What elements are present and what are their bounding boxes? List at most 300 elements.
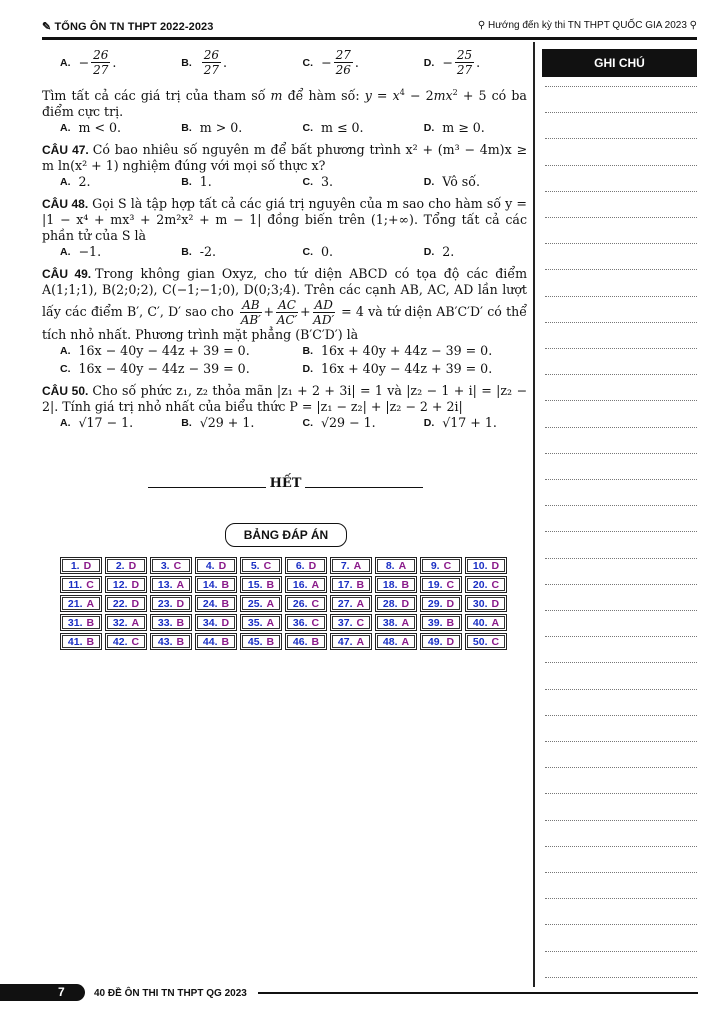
answer-cell — [240, 557, 282, 574]
question-48 — [42, 196, 527, 244]
option — [406, 244, 527, 260]
answer-cell — [240, 633, 282, 650]
answer-letter: A — [398, 559, 407, 572]
answer-number: 38. — [382, 616, 398, 629]
answer-cell — [375, 557, 417, 574]
q49-options-1 — [42, 343, 527, 359]
answer-number: 6. — [295, 559, 305, 572]
option-label: C. — [302, 246, 313, 259]
answer-cell — [105, 614, 147, 631]
option-text: √17 − 1. — [78, 415, 134, 431]
page-footer — [0, 984, 725, 1002]
sign: − — [321, 54, 332, 70]
answer-letter: A — [401, 616, 410, 629]
answer-cell — [330, 633, 372, 650]
answer-number: 5. — [250, 559, 260, 572]
note-line — [545, 138, 697, 139]
option — [285, 343, 528, 359]
note-line — [545, 898, 697, 899]
option-label: C. — [302, 122, 313, 135]
answer-cell — [465, 557, 507, 574]
answer-letter: C — [443, 559, 452, 572]
option-label: B. — [181, 417, 192, 430]
footer-title: 40 ĐỀ ÔN THI TN THPT QG 2023 — [94, 988, 247, 999]
answer-letter: B — [401, 578, 410, 591]
answer-number: 41. — [67, 635, 83, 648]
answer-letter: D — [218, 559, 227, 572]
answer-letter: D — [401, 597, 410, 610]
answer-number: 36. — [292, 616, 308, 629]
option — [42, 415, 163, 431]
answer-number: 11. — [68, 578, 83, 591]
answer-number: 20. — [472, 578, 488, 591]
option-label: D. — [423, 56, 435, 69]
answer-letter: A — [401, 635, 410, 648]
answer-number: 37. — [337, 616, 353, 629]
answer-number: 35. — [247, 616, 263, 629]
answer-letter: A — [491, 616, 500, 629]
answer-cell — [420, 557, 462, 574]
answer-cell — [420, 576, 462, 593]
option — [163, 244, 284, 260]
answer-table — [60, 557, 507, 650]
answer-number: 47. — [337, 635, 353, 648]
answer-letter: D — [491, 597, 500, 610]
answer-cell — [330, 595, 372, 612]
note-line — [545, 243, 697, 244]
denominator: AB′ — [240, 313, 261, 328]
note-line — [545, 191, 697, 192]
answer-cell — [375, 633, 417, 650]
answer-letter: B — [356, 578, 365, 591]
answer-cell — [240, 576, 282, 593]
q46-text-3: có ba điểm cực trị. — [42, 88, 527, 120]
question-49: CÂU 49. Trong không gian Oxyz, cho tứ diện ABCD có tọa độ các điểm A(1;1;1), B(2;0;2), C(−1;−1;0), D(0;3;4). Trên các cạnh AB, AC, AD lần lượt lấy các điểm B′, C′, D′ sao cho $\frac{AB}{AB'}$ + $\frac{AC}{AC'}$ + $\frac{AD}{AD'}$ = 4 và tứ diện AB′C′D′ có thể tích nhỏ nhất. Phương trình mặt phẳng (B′C′D′) là — [42, 266, 528, 343]
answer-cell — [285, 614, 327, 631]
answer-number: 22. — [112, 597, 128, 610]
numerator: 27 — [335, 48, 351, 62]
answer-letter: D — [446, 597, 455, 610]
answer-cell — [195, 557, 237, 574]
answer-number: 32. — [112, 616, 128, 629]
answer-letter: B — [266, 635, 275, 648]
answer-cell — [240, 614, 282, 631]
option-label: A. — [60, 246, 71, 259]
sign: − — [78, 54, 90, 70]
option — [285, 361, 528, 377]
answer-number: 30. — [472, 597, 488, 610]
option-label: C. — [302, 417, 313, 430]
option-label: C. — [302, 176, 313, 189]
answer-number: 8. — [385, 559, 395, 572]
answer-number: 45. — [247, 635, 263, 648]
option-text: Vô số. — [442, 174, 480, 190]
answer-letter: A — [86, 597, 95, 610]
answer-number: 33. — [157, 616, 173, 629]
option-text: −1. — [78, 244, 102, 260]
option-text: 2. — [78, 174, 91, 190]
option-text: √29 + 1. — [199, 415, 255, 431]
page-number-box — [0, 984, 85, 1001]
option-label: D. — [423, 246, 435, 259]
numerator: 25 — [456, 48, 473, 62]
answer-number: 19. — [427, 578, 443, 591]
option-label: C. — [302, 56, 313, 69]
option-label: B. — [302, 345, 313, 358]
answer-number: 9. — [430, 559, 440, 572]
note-line — [545, 793, 697, 794]
answer-letter: A — [131, 616, 140, 629]
header-left-text: TỔNG ÔN TN THPT 2022-2023 — [54, 21, 214, 33]
note-line — [545, 112, 697, 113]
answer-letter: C — [446, 578, 455, 591]
answer-cell — [420, 595, 462, 612]
note-line — [545, 479, 697, 480]
answer-letter: A — [176, 578, 185, 591]
q46-options — [42, 120, 527, 136]
answer-letter: B — [221, 597, 230, 610]
answer-number: 48. — [382, 635, 398, 648]
answer-cell — [195, 614, 237, 631]
answer-cell — [330, 557, 372, 574]
answer-letter: B — [266, 578, 275, 591]
answer-number: 10. — [472, 559, 488, 572]
question-number: CÂU 48. — [42, 197, 89, 212]
answer-number: 4. — [205, 559, 215, 572]
option — [285, 120, 406, 136]
column-divider — [533, 42, 535, 987]
answer-letter: B — [176, 616, 185, 629]
note-line — [545, 846, 697, 847]
page-header — [42, 17, 697, 40]
answer-cell — [150, 614, 192, 631]
option — [42, 361, 285, 377]
answer-cell — [195, 595, 237, 612]
option — [163, 120, 284, 136]
numerator: AD — [314, 298, 333, 313]
option-label: B. — [181, 246, 192, 259]
option-label: A. — [60, 56, 71, 69]
note-line — [545, 427, 697, 428]
numerator: 26 — [93, 48, 109, 62]
numerator: AC — [278, 298, 296, 313]
option-label: A. — [60, 176, 71, 189]
answer-number: 39. — [427, 616, 443, 629]
questions-column — [42, 44, 527, 433]
option-label: B. — [181, 56, 192, 69]
question-50 — [42, 383, 527, 415]
answer-cell — [420, 614, 462, 631]
numerator: 26 — [203, 48, 220, 62]
option — [285, 174, 406, 190]
q46-text-2: để hàm số: — [287, 88, 360, 104]
question-text: Cho số phức z₁, z₂ thỏa mãn |z₁ + 2 + 3i| = 1 và |z₂ − 1 + i| = |z₂ − 2|. Tính giá trị nhỏ nhất của biểu thức P = |z₁ − z₂| + |z₂ − 2 + 2i| — [42, 383, 527, 415]
answer-letter: A — [266, 597, 275, 610]
answer-cell — [195, 576, 237, 593]
answer-letter: D — [131, 578, 140, 591]
answer-number: 16. — [292, 578, 308, 591]
note-line — [545, 951, 697, 952]
answer-letter: D — [221, 616, 230, 629]
answer-number: 44. — [202, 635, 218, 648]
q47-options — [42, 174, 527, 190]
q50-options — [42, 415, 527, 431]
option — [285, 244, 406, 260]
option-label: D. — [423, 176, 435, 189]
option — [285, 415, 406, 431]
answer-letter: D — [83, 559, 92, 572]
denominator: 26 — [335, 63, 351, 77]
answer-number: 42. — [112, 635, 128, 648]
note-line — [545, 348, 697, 349]
option — [163, 174, 284, 190]
fraction — [240, 298, 261, 327]
option-label: D. — [423, 417, 435, 430]
answer-cell — [150, 633, 192, 650]
answer-cell — [465, 576, 507, 593]
option-text: -2. — [199, 244, 217, 260]
numerator: AB — [242, 298, 260, 313]
answer-letter: C — [311, 616, 320, 629]
answer-number: 13. — [157, 578, 173, 591]
option-label: B. — [181, 122, 192, 135]
note-line — [545, 86, 697, 87]
option-text: 1. — [199, 174, 212, 190]
note-line — [545, 400, 697, 401]
answer-number: 43. — [157, 635, 173, 648]
answer-cell — [105, 576, 147, 593]
answer-number: 14. — [202, 578, 218, 591]
option-label: D. — [423, 122, 435, 135]
answer-letter: C — [131, 635, 140, 648]
option — [42, 120, 163, 136]
option — [42, 174, 163, 190]
answer-cell — [285, 576, 327, 593]
note-line — [545, 820, 697, 821]
question-text: Có bao nhiêu số nguyên m để bất phương trình x² + (m³ − 4m)x ≥ m ln(x² + 1) nghiệm đúng với mọi số thực x? — [42, 142, 527, 174]
answer-letter: B — [446, 616, 455, 629]
denominator: AD′ — [313, 313, 335, 328]
option-label: D. — [302, 363, 313, 376]
answer-number: 23. — [157, 597, 173, 610]
answer-letter: B — [221, 635, 230, 648]
q49-options-2 — [42, 361, 527, 377]
answer-letter: D — [308, 559, 317, 572]
q48-options — [42, 244, 527, 260]
option-label: A. — [60, 345, 71, 358]
note-line — [545, 715, 697, 716]
note-line — [545, 689, 697, 690]
option — [406, 120, 527, 136]
option — [163, 415, 284, 431]
answer-letter: B — [311, 635, 320, 648]
answer-number: 1. — [70, 559, 80, 572]
note-line — [545, 453, 697, 454]
answer-number: 17. — [337, 578, 353, 591]
question-number: CÂU 47. — [42, 143, 89, 158]
option-text: m > 0. — [199, 120, 243, 136]
option-text: m < 0. — [78, 120, 122, 136]
answer-cell — [465, 614, 507, 631]
note-line — [545, 558, 697, 559]
option-text: m ≤ 0. — [321, 120, 364, 136]
answer-cell — [105, 595, 147, 612]
option: A. − $\frac{26}{27}$ . — [60, 48, 117, 77]
answer-number: 46. — [292, 635, 308, 648]
answer-cell — [195, 633, 237, 650]
answer-cell — [60, 595, 102, 612]
notes-header: GHI CHÚ — [542, 49, 697, 77]
answer-letter: D — [491, 559, 500, 572]
answer-cell — [375, 614, 417, 631]
answer-cell — [420, 633, 462, 650]
answer-letter: C — [173, 559, 182, 572]
option — [406, 174, 527, 190]
answer-cell — [60, 576, 102, 593]
answer-cell — [330, 614, 372, 631]
end-marker: HẾT — [148, 476, 423, 491]
note-line — [545, 610, 697, 611]
answer-letter: B — [86, 635, 95, 648]
answer-cell — [330, 576, 372, 593]
answer-cell — [465, 595, 507, 612]
q46-text-1: Tìm tất cả các giá trị của tham số — [42, 88, 266, 104]
option — [42, 244, 163, 260]
answer-cell — [285, 557, 327, 574]
answer-number: 21. — [67, 597, 83, 610]
answer-table-title: BẢNG ĐÁP ÁN — [225, 523, 347, 547]
page-number: 7 — [58, 985, 65, 999]
answer-number: 28. — [382, 597, 398, 610]
answer-cell — [285, 633, 327, 650]
note-line — [545, 322, 697, 323]
option-text: 16x + 40y + 44z − 39 = 0. — [321, 343, 493, 359]
answer-cell — [240, 595, 282, 612]
answer-number: 18. — [382, 578, 398, 591]
denominator: AC′ — [276, 313, 298, 328]
answer-letter: C — [263, 559, 272, 572]
note-line — [545, 531, 697, 532]
note-line — [545, 977, 697, 978]
answer-letter: A — [356, 635, 365, 648]
answer-number: 34. — [202, 616, 218, 629]
option — [406, 415, 527, 431]
note-line — [545, 636, 697, 637]
option-label: C. — [60, 363, 71, 376]
answer-number: 2. — [115, 559, 125, 572]
header-left: ✎ TỔNG ÔN TN THPT 2022-2023 — [42, 21, 214, 33]
answer-number: 3. — [160, 559, 170, 572]
answer-number: 15. — [247, 578, 263, 591]
denominator: 27 — [456, 63, 473, 77]
answer-number: 50. — [472, 635, 488, 648]
answer-letter: C — [356, 616, 365, 629]
answer-letter: B — [176, 635, 185, 648]
answer-number: 25. — [247, 597, 263, 610]
answer-number: 31. — [67, 616, 83, 629]
answer-number: 12. — [112, 578, 128, 591]
sign: − — [442, 54, 453, 70]
question-number: CÂU 50. — [42, 384, 89, 399]
answer-cell — [150, 557, 192, 574]
answer-number: 26. — [292, 597, 308, 610]
answer-letter: D — [128, 559, 137, 572]
note-line — [545, 924, 697, 925]
question-46: Tìm tất cả các giá trị của tham số m để hàm số: $y = x^4 - 2mx^2 + 5$ có ba điểm cực trị. — [42, 88, 527, 120]
option-text: 0. — [321, 244, 334, 260]
answer-number: 27. — [337, 597, 353, 610]
answer-letter: D — [446, 635, 455, 648]
note-line — [545, 165, 697, 166]
answer-number: 7. — [340, 559, 350, 572]
option-text: √17 + 1. — [442, 415, 497, 431]
answer-letter: C — [491, 635, 500, 648]
question-text-1: Trong không gian Oxyz, cho tứ diện ABCD có tọa độ các điểm A(1;1;1), B(2;0;2), C(−1;−1;0), D(0;3;4). Trên các cạnh AB, AC, AD lần lượt lấy các điểm B′, C′, D′ sao cho — [42, 266, 528, 320]
answer-cell — [375, 595, 417, 612]
option — [42, 343, 285, 359]
fraction — [91, 48, 110, 77]
answer-number: 40. — [472, 616, 488, 629]
footer-rule — [258, 992, 698, 994]
answer-letter: A — [353, 559, 362, 572]
denominator: 27 — [93, 63, 109, 77]
note-line — [545, 374, 697, 375]
option-label: A. — [60, 417, 71, 430]
prev-options — [42, 48, 527, 77]
note-line — [545, 872, 697, 873]
answer-letter: C — [311, 597, 320, 610]
answer-cell — [105, 557, 147, 574]
answer-letter: B — [86, 616, 95, 629]
note-line — [545, 296, 697, 297]
option-text: √29 − 1. — [321, 415, 376, 431]
note-line — [545, 505, 697, 506]
fraction — [276, 298, 298, 327]
fraction — [455, 48, 474, 77]
option-text: m ≥ 0. — [442, 120, 485, 136]
header-right: ⚲ Hướng đến kỳ thi TN THPT QUỐC GIA 2023 ⚲ — [477, 20, 697, 31]
option-label: A. — [60, 122, 71, 135]
answer-cell — [60, 557, 102, 574]
fraction — [334, 48, 353, 77]
option-text: 16x − 40y − 44z − 39 = 0. — [78, 361, 250, 377]
answer-number: 49. — [427, 635, 443, 648]
answer-cell — [465, 633, 507, 650]
option-text: 16x − 40y − 44z + 39 = 0. — [78, 343, 250, 359]
question-text-2: = 4 và tứ diện AB′C′D′ có thể tích nhỏ nhất. Phương trình mặt phẳng (B′C′D′) là — [42, 304, 527, 343]
answer-cell — [375, 576, 417, 593]
note-line — [545, 767, 697, 768]
denominator: 27 — [203, 63, 220, 77]
answer-cell — [150, 595, 192, 612]
answer-letter: A — [266, 616, 275, 629]
answer-letter: D — [131, 597, 140, 610]
note-line — [545, 662, 697, 663]
answer-letter: C — [86, 578, 94, 591]
answer-letter: D — [176, 597, 185, 610]
answer-number: 24. — [202, 597, 218, 610]
fraction — [313, 298, 335, 327]
option: B. $\frac{26}{27}$ . — [181, 48, 228, 77]
question-number: CÂU 49. — [42, 267, 92, 282]
answer-cell — [285, 595, 327, 612]
option: C. − $\frac{27}{26}$ . — [302, 48, 359, 77]
answer-letter: C — [491, 578, 500, 591]
answer-cell — [105, 633, 147, 650]
answer-letter: B — [221, 578, 230, 591]
note-line — [545, 217, 697, 218]
answer-cell — [60, 614, 102, 631]
